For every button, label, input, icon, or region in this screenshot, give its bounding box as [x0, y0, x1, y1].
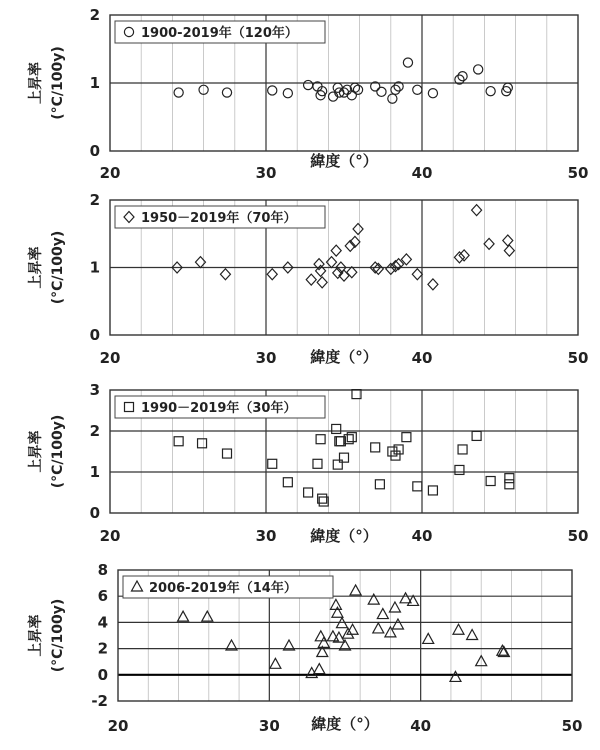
data-point: [304, 488, 313, 497]
x-axis-label: 緯度（°）: [310, 152, 378, 170]
data-point: [413, 85, 422, 94]
chart-panel-2: [27, 191, 588, 367]
legend: [115, 396, 325, 418]
x-tick-label: 20: [99, 349, 121, 367]
x-axis-label: 緯度（°）: [311, 715, 379, 733]
data-point: [174, 88, 183, 97]
data-point: [428, 279, 438, 290]
y-axis-unit: (°C/100y): [50, 598, 66, 673]
legend-label: 1900-2019年（120年）: [141, 26, 298, 41]
y-tick-label: 1: [89, 463, 100, 481]
data-point: [503, 235, 513, 246]
data-point: [403, 58, 412, 67]
data-point: [304, 80, 313, 89]
data-point: [268, 86, 277, 95]
data-point: [428, 486, 437, 495]
data-point: [454, 252, 464, 263]
data-point: [373, 623, 384, 633]
y-tick-label: 2: [97, 639, 108, 658]
data-point: [332, 424, 341, 433]
data-point: [306, 274, 316, 285]
data-point: [347, 433, 356, 442]
chart-panel-1: [27, 6, 588, 182]
data-point: [333, 460, 342, 469]
data-point: [371, 443, 380, 452]
data-point: [503, 83, 512, 92]
x-tick-label: 50: [561, 717, 583, 735]
data-point: [413, 482, 422, 491]
x-tick-label: 40: [410, 717, 432, 735]
data-point: [423, 633, 434, 643]
data-point: [467, 630, 478, 640]
y-axis-unit: (°C/100y): [50, 230, 66, 305]
x-tick-label: 50: [567, 349, 589, 367]
data-point: [428, 89, 437, 98]
x-tick-label: 30: [255, 164, 277, 182]
data-point: [486, 87, 495, 96]
y-tick-label: 2: [89, 422, 100, 440]
x-tick-label: 50: [567, 527, 589, 545]
data-point: [316, 435, 325, 444]
legend: [123, 576, 333, 598]
chart-panel-3: [27, 381, 588, 545]
chart-panel-4: [27, 561, 582, 735]
data-point: [330, 599, 341, 609]
data-point: [472, 431, 481, 440]
data-point: [283, 478, 292, 487]
data-point: [486, 477, 495, 486]
x-tick-label: 30: [258, 717, 280, 735]
data-point: [388, 94, 397, 103]
x-tick-label: 30: [255, 349, 277, 367]
data-point: [459, 250, 469, 261]
data-point: [267, 269, 277, 280]
y-tick-label: 0: [89, 326, 100, 344]
x-tick-label: 30: [255, 527, 277, 545]
y-tick-label: 3: [89, 381, 100, 399]
data-point: [318, 637, 329, 647]
y-tick-label: 6: [97, 587, 108, 606]
y-tick-label: 1: [89, 258, 100, 277]
data-point: [505, 474, 514, 483]
y-tick-label: 4: [97, 613, 108, 632]
y-axis-unit: (°C/100y): [50, 414, 66, 489]
data-point: [412, 269, 422, 280]
x-axis-label: 緯度（°）: [310, 527, 378, 545]
data-point: [314, 664, 325, 674]
x-tick-label: 40: [411, 527, 433, 545]
y-axis-label: 上昇率: [28, 246, 44, 289]
data-point: [458, 445, 467, 454]
data-point: [474, 65, 483, 74]
data-point: [402, 433, 411, 442]
y-tick-label: 2: [89, 191, 100, 209]
data-point: [222, 88, 231, 97]
data-point: [202, 611, 213, 621]
y-axis-label: 上昇率: [28, 62, 44, 104]
x-tick-label: 50: [567, 164, 589, 182]
legend: [115, 21, 325, 43]
data-point: [450, 671, 461, 681]
data-point: [178, 611, 189, 621]
data-point: [223, 449, 232, 458]
data-point: [331, 245, 341, 256]
y-tick-label: -2: [91, 692, 108, 710]
data-point: [268, 459, 277, 468]
data-point: [472, 205, 482, 216]
data-point: [353, 85, 362, 94]
legend-label: 1990－2019年（30年）: [141, 401, 297, 416]
data-point: [389, 602, 400, 612]
data-point: [220, 269, 230, 280]
y-axis-label: 上昇率: [28, 614, 44, 657]
y-axis-unit: (°C/100y): [50, 46, 66, 120]
legend-label: 1950－2019年（70年）: [141, 211, 297, 226]
data-point: [198, 439, 207, 448]
x-tick-label: 20: [107, 717, 129, 735]
data-point: [504, 245, 514, 256]
x-tick-label: 40: [411, 164, 433, 182]
data-point: [455, 465, 464, 474]
data-point: [350, 585, 361, 595]
x-tick-label: 40: [411, 349, 433, 367]
y-axis-label: 上昇率: [28, 430, 44, 473]
y-tick-label: 8: [97, 561, 108, 579]
data-point: [317, 277, 327, 288]
y-tick-label: 2: [89, 6, 100, 24]
data-point: [377, 87, 386, 96]
x-axis-label: 緯度（°）: [310, 348, 378, 366]
y-tick-label: 0: [89, 142, 100, 160]
data-point: [313, 459, 322, 468]
data-point: [283, 89, 292, 98]
y-tick-label: 0: [97, 665, 108, 684]
legend: [115, 206, 325, 228]
legend-label: 2006-2019年（14年）: [149, 581, 297, 596]
data-point: [394, 445, 403, 454]
data-point: [340, 453, 349, 462]
data-point: [353, 224, 363, 235]
data-point: [505, 480, 514, 489]
y-tick-label: 1: [89, 74, 100, 92]
data-point: [453, 624, 464, 634]
x-tick-label: 20: [99, 527, 121, 545]
data-point: [392, 619, 403, 629]
data-point: [377, 609, 388, 619]
data-point: [375, 480, 384, 489]
data-point: [174, 437, 183, 446]
data-point: [306, 667, 317, 677]
data-point: [270, 658, 281, 668]
data-point: [484, 238, 494, 249]
x-tick-label: 20: [99, 164, 121, 182]
y-tick-label: 0: [89, 504, 100, 522]
